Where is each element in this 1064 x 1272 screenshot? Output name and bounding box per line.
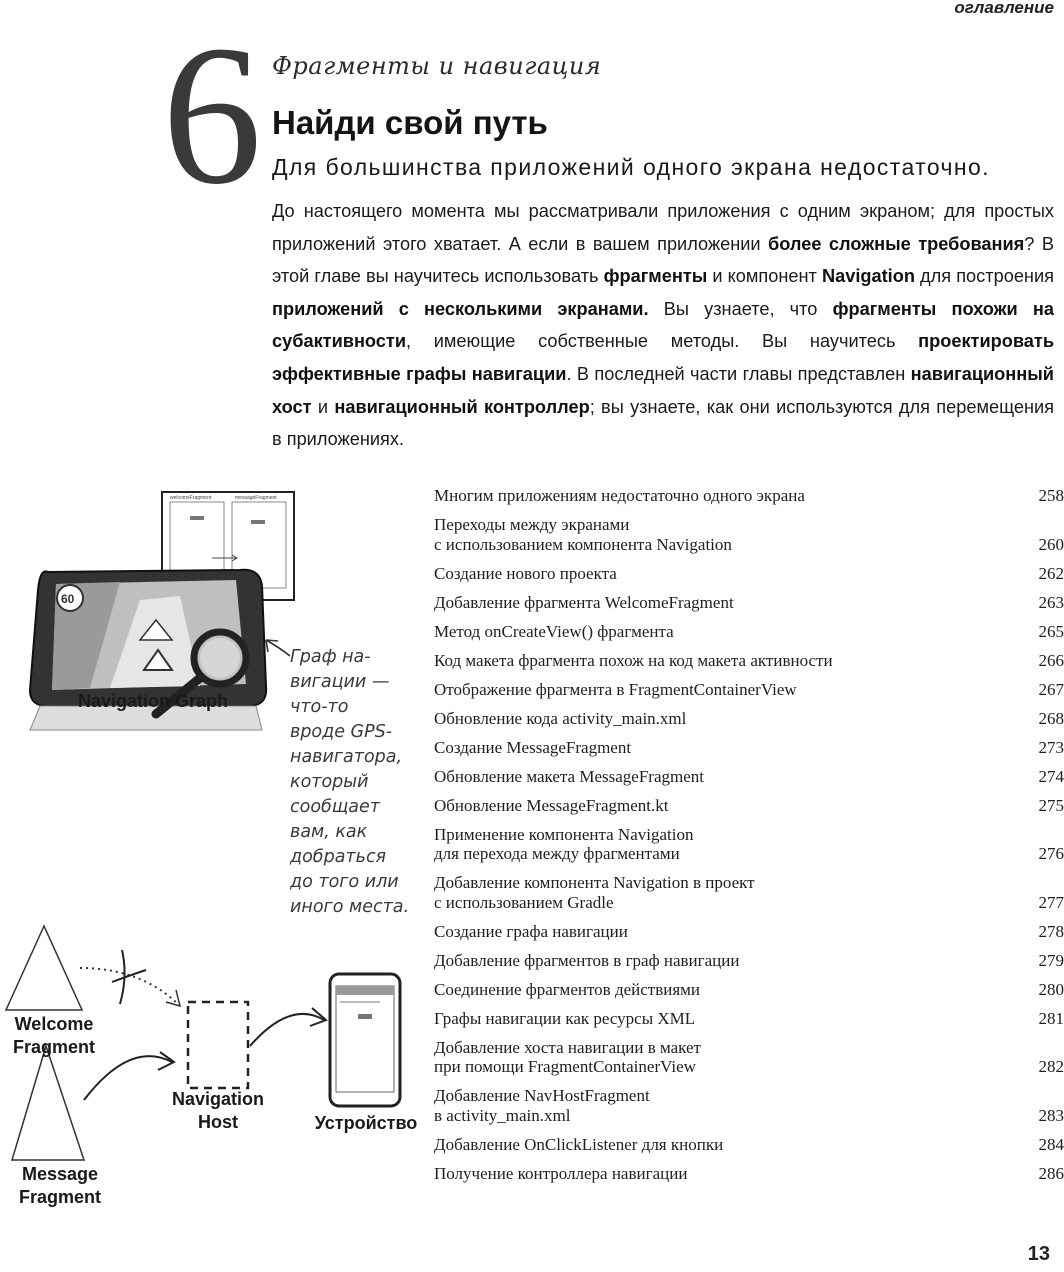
intro-run: и компонент — [707, 266, 822, 287]
toc-entry — [434, 1164, 1064, 1184]
toc-entry — [434, 564, 1064, 584]
note-line: Граф на- — [290, 647, 371, 667]
device-label: Устройство — [314, 1113, 418, 1133]
intro-run: для построения — [914, 266, 1054, 287]
screen-a-label: welcomeFragment — [170, 495, 212, 501]
toc-entry-page: 286 — [1038, 1163, 1064, 1183]
toc-entry-page: 267 — [1038, 679, 1064, 699]
toc-entry — [434, 738, 1064, 758]
intro-run: . В последней части главы представлен — [566, 363, 911, 384]
chapter-title: Найди свой путь — [272, 104, 548, 141]
toc-entry-title: Обновление кода activity_main.xml — [434, 708, 687, 728]
toc-entry-page: 268 — [1038, 708, 1064, 728]
toc-entry-title: Применение компонента Navigation для перехода между фрагментами — [434, 824, 694, 863]
chapter-lead: Для большинства приложений одного экрана недостаточно. — [272, 154, 990, 180]
toc-entry-page: 275 — [1038, 795, 1064, 815]
toc-entry-page: 263 — [1038, 592, 1064, 612]
intro-run: , имеющие собственные методы. Вы научитесь — [406, 331, 919, 352]
note-line: что-то — [290, 697, 349, 717]
toc-entry-page: 282 — [1038, 1057, 1064, 1076]
graph-note — [290, 645, 430, 920]
toc-entry-page: 277 — [1038, 892, 1064, 912]
note-line: добраться — [290, 847, 387, 867]
page-number: 13 — [1027, 1243, 1050, 1265]
intro-bold-run: приложений с несколькими экранами. — [272, 298, 649, 319]
toc-entry-title: Добавление NavHostFragment в activity_main.xml — [434, 1086, 650, 1125]
toc-entry-title: Создание MessageFragment — [434, 737, 632, 757]
toc-entry — [434, 622, 1064, 642]
intro-run: и — [311, 396, 335, 417]
table-of-contents — [434, 486, 1064, 1193]
phone-device-icon — [330, 974, 400, 1106]
toc-entry — [434, 951, 1064, 971]
toc-entry-title: Создание графа навигации — [434, 921, 628, 941]
toc-entry — [434, 922, 1064, 942]
toc-entry-page: 283 — [1038, 1105, 1064, 1125]
toc-entry-title: Обновление макета MessageFragment — [434, 766, 704, 786]
chapter-subtitle: Фрагменты и навигация — [272, 52, 602, 80]
toc-entry-page: 260 — [1038, 534, 1064, 554]
toc-entry — [434, 980, 1064, 1000]
navigation-graph-label: Navigation Graph — [78, 691, 229, 711]
note-line: до того или — [290, 872, 399, 892]
intro-bold-run: фрагменты похожи на субактивности — [272, 298, 1054, 352]
toc-entry — [434, 651, 1064, 671]
note-line: навигатора, — [290, 747, 403, 767]
toc-entry — [434, 767, 1064, 787]
note-line: вам, как — [290, 822, 368, 842]
toc-entry-title: Добавление OnClickListener для кнопки — [434, 1134, 724, 1154]
toc-entry — [434, 873, 1064, 912]
intro-run: ; вы узнаете, как они используются для перемещения в приложениях. — [272, 396, 1055, 450]
intro-run: ? В этой главе вы научитесь использовать — [272, 233, 1054, 287]
toc-entry — [434, 515, 1064, 554]
toc-entry-page: 284 — [1038, 1134, 1064, 1154]
toc-entry-page: 266 — [1038, 650, 1064, 670]
note-line: вигации — — [290, 672, 390, 692]
toc-entry — [434, 486, 1064, 506]
toc-entry — [434, 1009, 1064, 1029]
note-line: иного места. — [290, 897, 410, 917]
chapter-number: 6 — [162, 5, 262, 226]
toc-entry-title: Обновление MessageFragment.kt — [434, 795, 669, 815]
toc-entry-title: Добавление хоста навигации в макет при помощи FragmentContainerView — [434, 1037, 701, 1076]
intro-bold-run: фрагменты — [603, 266, 708, 287]
chapter-intro — [272, 195, 1054, 456]
note-line: который — [290, 772, 369, 792]
intro-run: До настоящего момента мы рассматривали приложения с одним экраном; для простых приложений этого хватает. А если в вашем приложении — [272, 201, 1054, 254]
navigation-host-label: Navigation Host — [171, 1089, 264, 1132]
toc-entry-title: Получение контроллера навигации — [434, 1163, 688, 1183]
intro-bold-run: Navigation — [821, 266, 915, 287]
intro-bold-run: навигационный хост — [272, 363, 1054, 417]
toc-entry-page: 281 — [1038, 1008, 1064, 1028]
toc-entry-page: 279 — [1038, 950, 1064, 970]
note-arrow-icon — [266, 640, 290, 656]
toc-entry-page: 278 — [1038, 921, 1064, 941]
toc-entry-page: 265 — [1038, 621, 1064, 641]
toc-entry-title: Соединение фрагментов действиями — [434, 979, 701, 999]
intro-bold-run: проектировать эффективные графы навигации — [272, 331, 1054, 384]
note-line: вроде GPS- — [290, 722, 393, 742]
intro-run: Вы узнаете, что — [648, 298, 833, 319]
intro-bold-run: навигационный контроллер — [334, 396, 590, 417]
message-fragment-label: Message Fragment — [18, 1164, 101, 1207]
toc-entry — [434, 680, 1064, 700]
toc-entry-title: Код макета фрагмента похож на код макета активности — [434, 650, 833, 670]
toc-entry-title: Многим приложениям недостаточно одного экрана — [434, 486, 805, 505]
message-fragment-triangle — [12, 1046, 84, 1160]
running-header: оглавление — [954, 0, 1054, 17]
toc-entry-page: 258 — [1038, 486, 1064, 505]
toc-entry — [434, 593, 1064, 613]
toc-entry-page: 280 — [1038, 979, 1064, 999]
toc-entry — [434, 1135, 1064, 1155]
toc-entry-page: 273 — [1038, 737, 1064, 757]
note-line: сообщает — [290, 797, 380, 817]
toc-entry-page: 274 — [1038, 766, 1064, 786]
toc-entry-title: Добавление фрагментов в граф навигации — [434, 950, 740, 970]
toc-entry-page: 276 — [1038, 844, 1064, 863]
toc-entry — [434, 1086, 1064, 1125]
toc-entry-title: Добавление компонента Navigation в проект с использованием Gradle — [434, 873, 755, 912]
toc-entry-page: 262 — [1038, 563, 1064, 583]
welcome-fragment-label: Welcome Fragment — [12, 1014, 95, 1057]
screen-b-label: messageFragment — [235, 495, 277, 501]
toc-entry — [434, 796, 1064, 816]
toc-entry-title: Создание нового проекта — [434, 563, 617, 583]
toc-entry-title: Добавление фрагмента WelcomeFragment — [434, 592, 734, 612]
toc-entry — [434, 709, 1064, 729]
toc-entry-title: Отображение фрагмента в FragmentContainerView — [434, 679, 797, 699]
toc-entry — [434, 1038, 1064, 1077]
gps-speed: 60 — [61, 592, 75, 606]
toc-entry-title: Переходы между экранами с использованием компонента Navigation — [434, 515, 732, 554]
toc-entry — [434, 825, 1064, 864]
navigation-host-box — [188, 1002, 248, 1088]
toc-entry-title: Метод onCreateView() фрагмента — [434, 621, 674, 641]
welcome-fragment-triangle — [6, 926, 82, 1010]
intro-bold-run: более сложные требования — [768, 233, 1025, 254]
toc-entry-title: Графы навигации как ресурсы XML — [434, 1008, 696, 1028]
